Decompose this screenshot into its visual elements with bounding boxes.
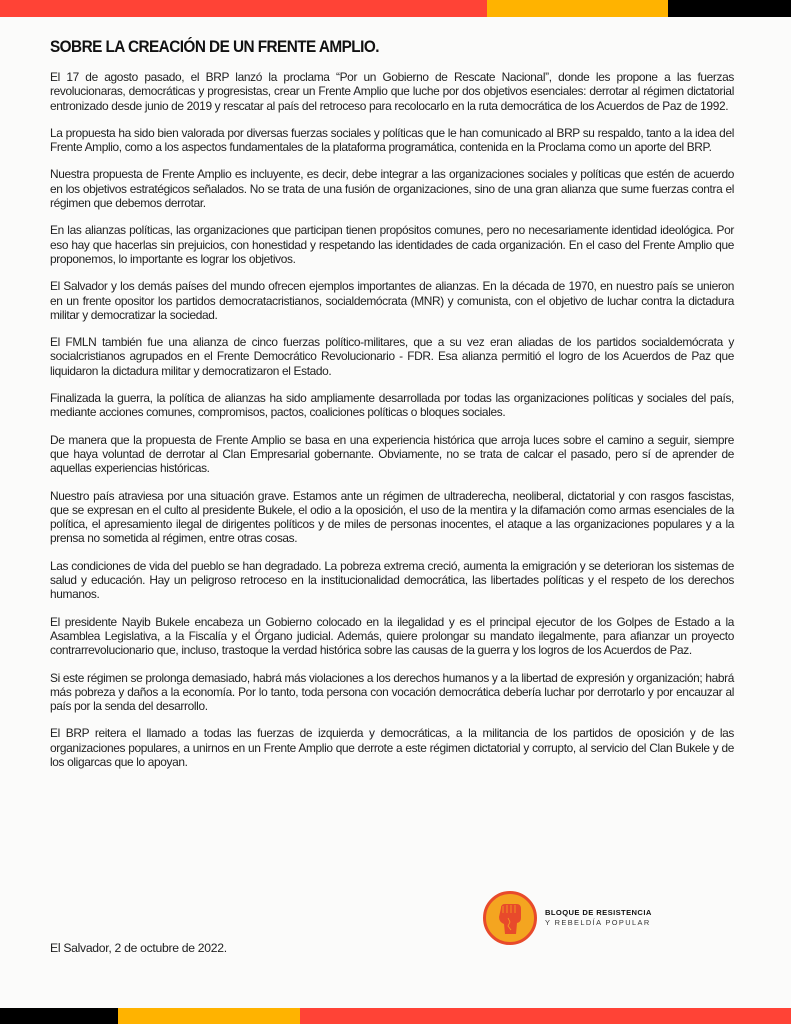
paragraph: El Salvador y los demás países del mundo ofrecen ejemplos importantes de alianzas. En la década de 1970, en nuestro país se unieron en un frente opositor los partidos democratacristianos, socialdemócrata (MNR) y comunista, con el objetivo de luchar contra la dictadura militar y democratizar la sociedad. (50, 279, 734, 322)
logo-wordmark (545, 908, 652, 928)
top-bar-red-segment (0, 0, 487, 17)
paragraph: El BRP reitera el llamado a todas las fuerzas de izquierda y democráticas, a la militancia de los partidos de oposición y de las organizaciones populares, a unirnos en un Frente Amplio que derrote a este régimen dictatorial y corrupto, al servicio del Clan Bukele y de los oligarcas que lo apoyan. (50, 726, 734, 769)
bottom-bar-red-segment (300, 1008, 791, 1024)
document-body (50, 70, 734, 782)
raised-fist-icon (483, 891, 537, 945)
bottom-bar-yellow-segment (118, 1008, 300, 1024)
paragraph: Las condiciones de vida del pueblo se han degradado. La pobreza extrema creció, aumenta la emigración y se deterioran los sistemas de salud y educación. Hay un peligroso retroceso en la institucionalidad democrática, las libertades políticas y el respeto de los derechos humanos. (50, 558, 734, 602)
top-bar-yellow-segment (487, 0, 668, 17)
paragraph: La propuesta ha sido bien valorada por diversas fuerzas sociales y políticas que le han comunicado al BRP su respaldo, tanto a la idea del Frente Amplio, como a los aspectos fundamentales de la plataforma programática, contenida en la Proclama como un aporte del BRP. (50, 125, 734, 155)
paragraph: Finalizada la guerra, la política de alianzas ha sido ampliamente desarrollada por todas las organizaciones políticas y sociales del país, mediante acciones comunes, compromisos, pactos, coaliciones políticas o bloques sociales. (50, 391, 734, 420)
logo-line-1: BLOQUE DE RESISTENCIA (545, 908, 652, 917)
brp-logo (483, 891, 652, 945)
paragraph: En las alianzas políticas, las organizaciones que participan tienen propósitos comunes, pero no necesariamente identidad ideológica. Por eso hay que hacerlas sin prejuicios, con honestidad y respetando las identidades de cada organización. En el caso del Frente Amplio que proponemos, lo importante es lograr los objetivos. (50, 223, 734, 266)
paragraph: Si este régimen se prolonga demasiado, habrá más violaciones a los derechos humanos y a la libertad de expresión y organización; habrá más pobreza y daños a la economía. Por lo tanto, toda persona con vocación democrática debería luchar por derrotarlo y por encauzar al país por la senda del desarrollo. (50, 670, 734, 714)
paragraph: Nuestro país atraviesa por una situación grave. Estamos ante un régimen de ultraderecha, neoliberal, dictatorial y con rasgos fascistas, que se expresan en el culto al presidente Bukele, el odio a la oposición, el uso de la mentira y la difamación como armas esenciales de la política, el apresamiento ilegal de dirigentes políticos y de miles de personas inocentes, el ataque a las organizaciones populares y a la prensa no sometida al régimen, entre otras cosas. (50, 488, 734, 546)
logo-line-2: Y REBELDÍA POPULAR (545, 918, 651, 927)
paragraph: De manera que la propuesta de Frente Amplio se basa en una experiencia histórica que arroja luces sobre el camino a seguir, siempre que haya voluntad de derrotar al Clan Empresarial gobernante. Obviamente, no se trata de calcar el pasado, pero sí de aprender de aquellas experiencias históricas. (50, 432, 734, 476)
top-color-bar (0, 0, 791, 17)
date-line: El Salvador, 2 de octubre de 2022. (50, 941, 227, 955)
paragraph: El 17 de agosto pasado, el BRP lanzó la proclama “Por un Gobierno de Rescate Nacional”, donde les propone a las fuerzas revolucionaras, democráticas y progresistas, crear un Frente Amplio que luche por dos objetivos esenciales: derrotar al régimen dictatorial entronizado desde junio de 2019 y rescatar al país del retroceso para recolocarlo en la ruta democrática de los Acuerdos de Paz de 1992. (50, 70, 734, 113)
top-bar-black-segment (668, 0, 791, 17)
paragraph: Nuestra propuesta de Frente Amplio es incluyente, es decir, debe integrar a las organizaciones sociales y políticas que estén de acuerdo en los objetivos estratégicos señalados. No se trata de una fusión de organizaciones, sino de una gran alianza que sume fuerzas contra el régimen que debemos derrotar. (50, 167, 734, 211)
paragraph: El FMLN también fue una alianza de cinco fuerzas político-militares, que a su vez eran aliadas de los partidos socialdemócrata y socialcristianos agrupados en el Frente Democrático Revolucionario - FDR. Esa alianza permitió el logro de los Acuerdos de Paz que liquidaron la dictadura militar y democratizaron el Estado. (50, 335, 734, 378)
document-title: SOBRE LA CREACIÓN DE UN FRENTE AMPLIO. (50, 38, 379, 56)
paragraph: El presidente Nayib Bukele encabeza un Gobierno colocado en la ilegalidad y es el principal ejecutor de los Golpes de Estado a la Asamblea Legislativa, a la Fiscalía y el Órgano judicial. Además, quiere prolongar su mandato ilegalmente, para afianzar un proyecto contrarrevolucionario que, incluso, trastoque la verdad histórica sobre las causas de la guerra y los logros de los Acuerdos de Paz. (50, 614, 734, 658)
bottom-bar-black-segment (0, 1008, 118, 1024)
bottom-color-bar (0, 1008, 791, 1024)
